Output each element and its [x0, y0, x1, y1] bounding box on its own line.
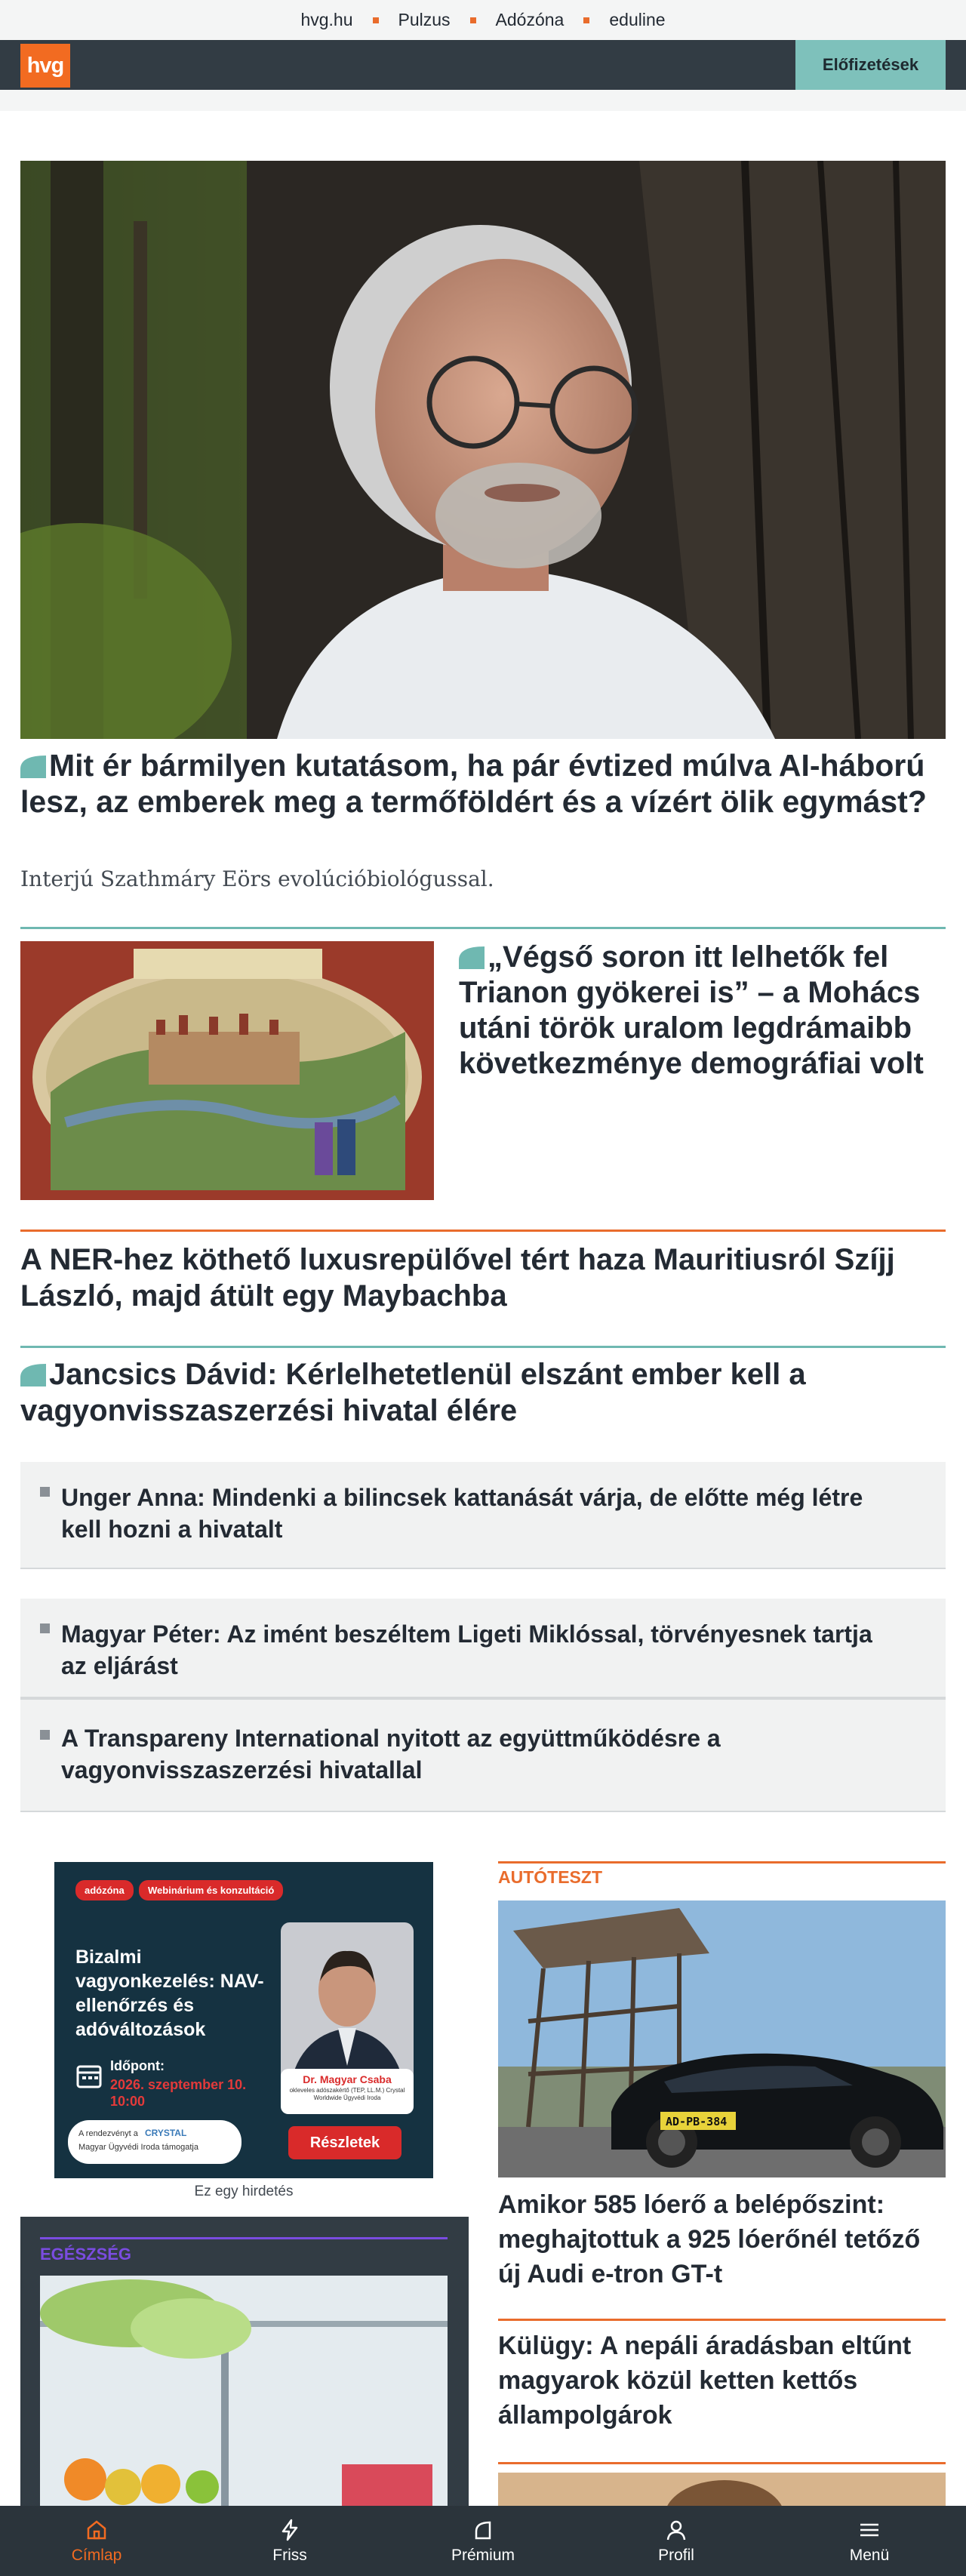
tab-label: Prémium [451, 2546, 515, 2564]
tab-label: Menü [849, 2546, 890, 2564]
story-headline-nepal[interactable]: Külügy: A nepáli áradásban eltűnt magyarok közül ketten kettős állampolgárok [498, 2331, 912, 2430]
story-headline-audi[interactable]: Amikor 585 lóerő a belépőszint: meghajtottuk a 925 lóerőnél tetőző új Audi e-tron GT-t [498, 2190, 921, 2288]
hero-headline-text[interactable]: Mit ér bármilyen kutatásom, ha pár évtized múlva AI-háború lesz, az emberek meg a termőföldért és a vízért ölik egymást? [20, 748, 927, 819]
ad-sponsor-box [68, 2120, 242, 2164]
hero-headline[interactable] [20, 747, 946, 820]
historic-map-image[interactable] [20, 941, 434, 1200]
network-link-hvg[interactable]: hvg.hu [300, 10, 353, 29]
ad-date-value: 2026. szeptember 10. 10:00 [110, 2077, 247, 2109]
premium-icon [20, 1364, 46, 1386]
tab-profil[interactable] [580, 2506, 773, 2576]
network-link-adozona[interactable]: Adózóna [495, 10, 565, 29]
speaker-card [281, 2069, 414, 2114]
fridge-image[interactable] [40, 2276, 448, 2506]
story-headline-mohacs[interactable] [459, 940, 946, 1082]
story-headline-jancsics[interactable] [20, 1356, 946, 1429]
speaker-subtitle: okleveles adószakértő (TEP, LL.M.) Crystal Worldwide Ügyvédi Iroda [289, 2087, 405, 2101]
premium-icon [20, 756, 46, 778]
top-network-nav [0, 0, 966, 40]
related-article-title[interactable]: Unger Anna: Mindenki a bilincsek kattanását várja, de előtte még létre kell hozni a hivatalt [61, 1484, 863, 1543]
ad-badge-brand: adózóna [75, 1880, 134, 1900]
section-divider [20, 927, 946, 929]
section-divider [20, 1346, 946, 1348]
audi-car-image[interactable] [498, 1900, 946, 2177]
hamburger-icon [857, 2518, 881, 2542]
health-section-label[interactable]: EGÉSZSÉG [40, 2245, 132, 2264]
bullet-square-icon [40, 1623, 50, 1633]
subscribe-button[interactable]: Előfizetések [795, 40, 946, 90]
network-link-eduline[interactable]: eduline [609, 10, 666, 29]
header-spacer [0, 90, 966, 111]
network-link-pulzus[interactable]: Pulzus [398, 10, 451, 29]
health-section[interactable] [20, 2217, 469, 2506]
tab-cimlap[interactable] [0, 2506, 193, 2576]
autoteszt-section-label[interactable]: AUTÓTESZT [498, 1867, 602, 1887]
section-divider [20, 1230, 946, 1232]
separator-square [470, 17, 476, 23]
tab-label: Címlap [71, 2546, 122, 2564]
story-headline-szijj[interactable]: A NER-hez köthető luxusrepülővel tért haza Mauritiusról Szíjj László, majd átült egy Maybachba [20, 1243, 895, 1313]
tab-premium[interactable] [386, 2506, 580, 2576]
section-divider [498, 2462, 946, 2464]
related-article[interactable] [20, 1698, 946, 1812]
ad-sponsor-brand: CRYSTAL [144, 2128, 187, 2138]
advertisement-banner[interactable] [54, 1862, 433, 2178]
section-divider [498, 2319, 946, 2321]
separator-square [373, 17, 379, 23]
ad-badge-type: Webinárium és konzultáció [139, 1880, 283, 1900]
bottom-navigation [0, 2506, 966, 2576]
tab-menu[interactable] [773, 2506, 966, 2576]
premium-tab-icon [471, 2518, 495, 2542]
hero-lead: Interjú Szathmáry Eörs evolúcióbiológussal. [20, 866, 494, 891]
bullet-square-icon [40, 1730, 50, 1740]
tab-label: Profil [658, 2546, 694, 2564]
tab-friss[interactable] [193, 2506, 386, 2576]
autoteszt-divider [498, 1861, 946, 1864]
site-header [0, 40, 966, 90]
home-icon [85, 2518, 109, 2542]
license-plate: AD-PB-384 [666, 2115, 728, 2128]
bullet-square-icon [40, 1487, 50, 1497]
premium-icon [459, 946, 485, 969]
ad-caption: Ez egy hirdetés [194, 2184, 294, 2199]
ad-sponsor-line1: A rendezvényt a [78, 2129, 138, 2138]
related-article-title[interactable]: Magyar Péter: Az imént beszéltem Ligeti Miklóssal, törvényesnek tartja az eljárást [61, 1620, 872, 1679]
next-article-image[interactable] [498, 2473, 946, 2506]
user-icon [664, 2518, 688, 2542]
separator-square [583, 17, 589, 23]
related-article[interactable] [20, 1599, 946, 1698]
related-article[interactable] [20, 1462, 946, 1569]
speaker-name: Dr. Magyar Csaba [303, 2073, 392, 2085]
tab-label: Friss [272, 2546, 307, 2564]
hero-portrait-image[interactable] [20, 161, 946, 739]
ad-details-button[interactable]: Részletek [288, 2126, 401, 2159]
ad-date-label: Időpont: [110, 2058, 165, 2073]
hvg-logo[interactable]: hvg [20, 44, 70, 88]
story-headline-mohacs-text[interactable]: „Végső soron itt lelhetők fel Trianon gyökerei is” – a Mohács utáni török uralom legdrámaibb következménye demográfiai volt [459, 940, 924, 1080]
ad-heading: Bizalmi vagyonkezelés: NAV-ellenőrzés és adóváltozások [75, 1947, 264, 2040]
ad-sponsor-line2: Magyar Ügyvédi Iroda támogatja [78, 2143, 198, 2152]
related-article-title[interactable]: A Transpareny International nyitott az együttműködésre a vagyonvisszaszerzési hivatallal [61, 1725, 721, 1784]
story-headline-jancsics-text[interactable]: Jancsics Dávid: Kérlelhetetlenül elszánt ember kell a vagyonvisszaszerzési hivatal élére [20, 1358, 806, 1427]
calendar-icon [75, 2062, 103, 2089]
lightning-icon [278, 2518, 302, 2542]
health-divider [40, 2237, 448, 2239]
